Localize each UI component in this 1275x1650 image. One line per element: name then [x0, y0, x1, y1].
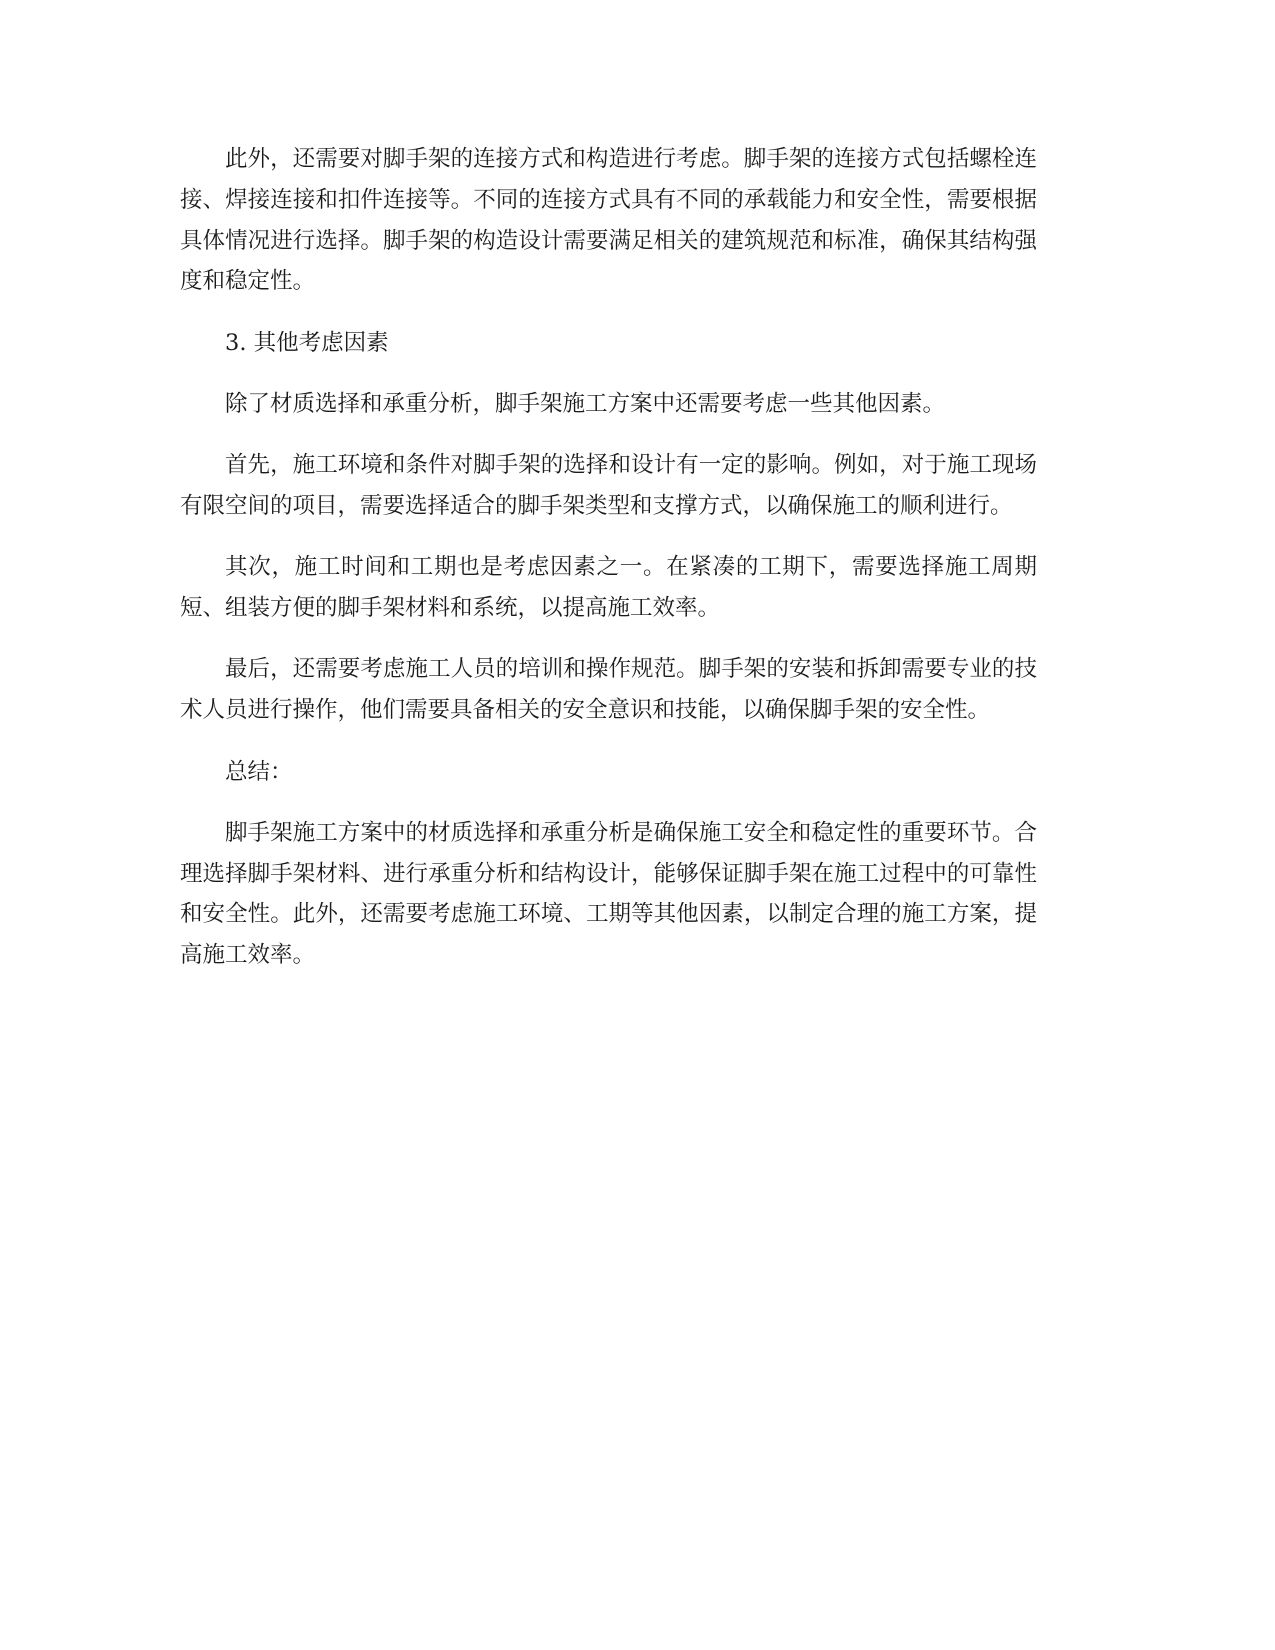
- section-heading-other-factors: 3. 其他考虑因素: [225, 329, 389, 356]
- summary-heading: 总结：: [225, 758, 293, 785]
- paragraph-summary: 脚手架施工方案中的材质选择和承重分析是确保施工安全和稳定性的重要环节。合理选择脚手架材料、进行承重分析和结构设计，能够保证脚手架在施工过程中的可靠性和安全性。此外，还需要考虑施工环境、工期等其他因素，以制定合理的施工方案，提高施工效率。: [180, 819, 1037, 969]
- paragraph-connection-methods: 此外，还需要对脚手架的连接方式和构造进行考虑。脚手架的连接方式包括螺栓连接、焊接连接和扣件连接等。不同的连接方式具有不同的承载能力和安全性，需要根据具体情况进行选择。脚手架的构造设计需要满足相关的建筑规范和标准，确保其结构强度和稳定性。: [180, 146, 1037, 295]
- paragraph-schedule: 其次，施工时间和工期也是考虑因素之一。在紧凑的工期下，需要选择施工周期短、组装方便的脚手架材料和系统，以提高施工效率。: [180, 554, 1037, 622]
- paragraph-other-factors-intro: 除了材质选择和承重分析，脚手架施工方案中还需要考虑一些其他因素。: [225, 390, 946, 417]
- document-body: [180, 139, 1037, 997]
- paragraph-training: 最后，还需要考虑施工人员的培训和操作规范。脚手架的安装和拆卸需要专业的技术人员进行操作，他们需要具备相关的安全意识和技能，以确保脚手架的安全性。: [180, 656, 1037, 724]
- paragraph-environment: 首先，施工环境和条件对脚手架的选择和设计有一定的影响。例如，对于施工现场有限空间的项目，需要选择适合的脚手架类型和支撑方式，以确保施工的顺利进行。: [180, 452, 1037, 520]
